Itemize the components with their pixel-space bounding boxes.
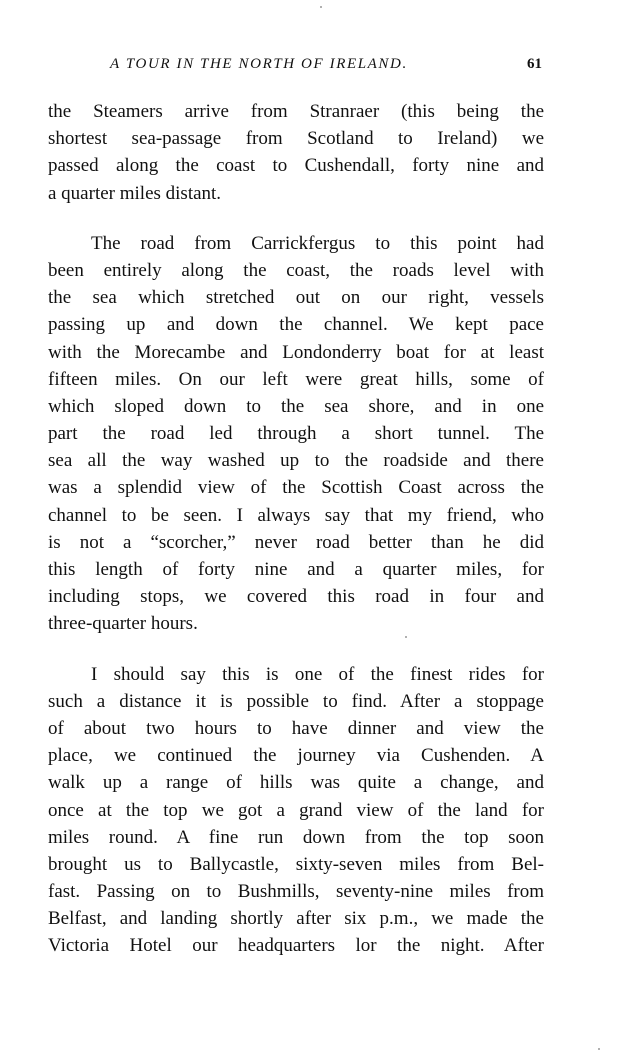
- text-line: shortest sea-passage from Scotland to Ireland) we: [48, 128, 544, 150]
- text-line: was a splendid view of the Scottish Coast across the: [48, 477, 544, 499]
- body-text: [48, 98, 544, 983]
- text-line: which sloped down to the sea shore, and in one: [48, 395, 544, 417]
- text-line: fifteen miles. On our left were great hills, some of: [48, 368, 544, 390]
- text-line: Victoria Hotel our headquarters lor the night. After: [48, 935, 544, 957]
- text-line: Belfast, and landing shortly after six p.m., we made the: [48, 908, 544, 930]
- scan-speck: [598, 1048, 600, 1050]
- paragraph-2: [48, 230, 544, 638]
- text-line: sea all the way washed up to the roadside and there: [48, 450, 544, 472]
- text-line: miles round. A fine run down from the top soon: [48, 826, 544, 848]
- text-line: three-quarter hours.: [48, 613, 198, 635]
- text-line: is not a “scorcher,” never road better than he did: [48, 531, 544, 553]
- text-line: I should say this is one of the finest rides for: [91, 663, 544, 685]
- text-line: once at the top we got a grand view of the land for: [48, 799, 544, 821]
- scan-speck: [405, 636, 407, 638]
- text-line: such a distance it is possible to find. After a stoppage: [48, 690, 544, 712]
- text-line: this length of forty nine and a quarter miles, for: [48, 559, 544, 580]
- text-line: with the Morecambe and Londonderry boat for at least: [48, 341, 544, 363]
- text-line: place, we continued the journey via Cushenden. A: [48, 745, 544, 767]
- text-line: The road from Carrickfergus to this point had: [91, 232, 544, 254]
- text-line: passing up and down the channel. We kept pace: [48, 314, 544, 336]
- paragraph-3: [48, 661, 544, 960]
- running-header: [48, 56, 544, 80]
- text-line: including stops, we covered this road in four and: [48, 586, 544, 608]
- text-line: walk up a range of hills was quite a change, and: [48, 772, 544, 794]
- paragraph-1: [48, 98, 544, 207]
- running-title: A TOUR IN THE NORTH OF IRELAND.: [110, 56, 408, 72]
- text-line: the Steamers arrive from Stranraer (this being the: [48, 101, 544, 122]
- page-number: 61: [527, 56, 542, 72]
- text-line: the sea which stretched out on our right, vessels: [48, 287, 544, 309]
- scan-speck: [320, 6, 322, 8]
- text-line: channel to be seen. I always say that my friend, who: [48, 504, 544, 526]
- text-line: fast. Passing on to Bushmills, seventy-nine miles from: [48, 881, 544, 903]
- text-line: been entirely along the coast, the roads level with: [48, 259, 544, 281]
- text-line: a quarter miles distant.: [48, 182, 222, 204]
- text-line: brought us to Ballycastle, sixty-seven miles from Bel-: [48, 853, 544, 875]
- text-line: of about two hours to have dinner and view the: [48, 717, 544, 739]
- text-line: passed along the coast to Cushendall, forty nine and: [48, 155, 544, 177]
- text-line: part the road led through a short tunnel. The: [48, 423, 544, 445]
